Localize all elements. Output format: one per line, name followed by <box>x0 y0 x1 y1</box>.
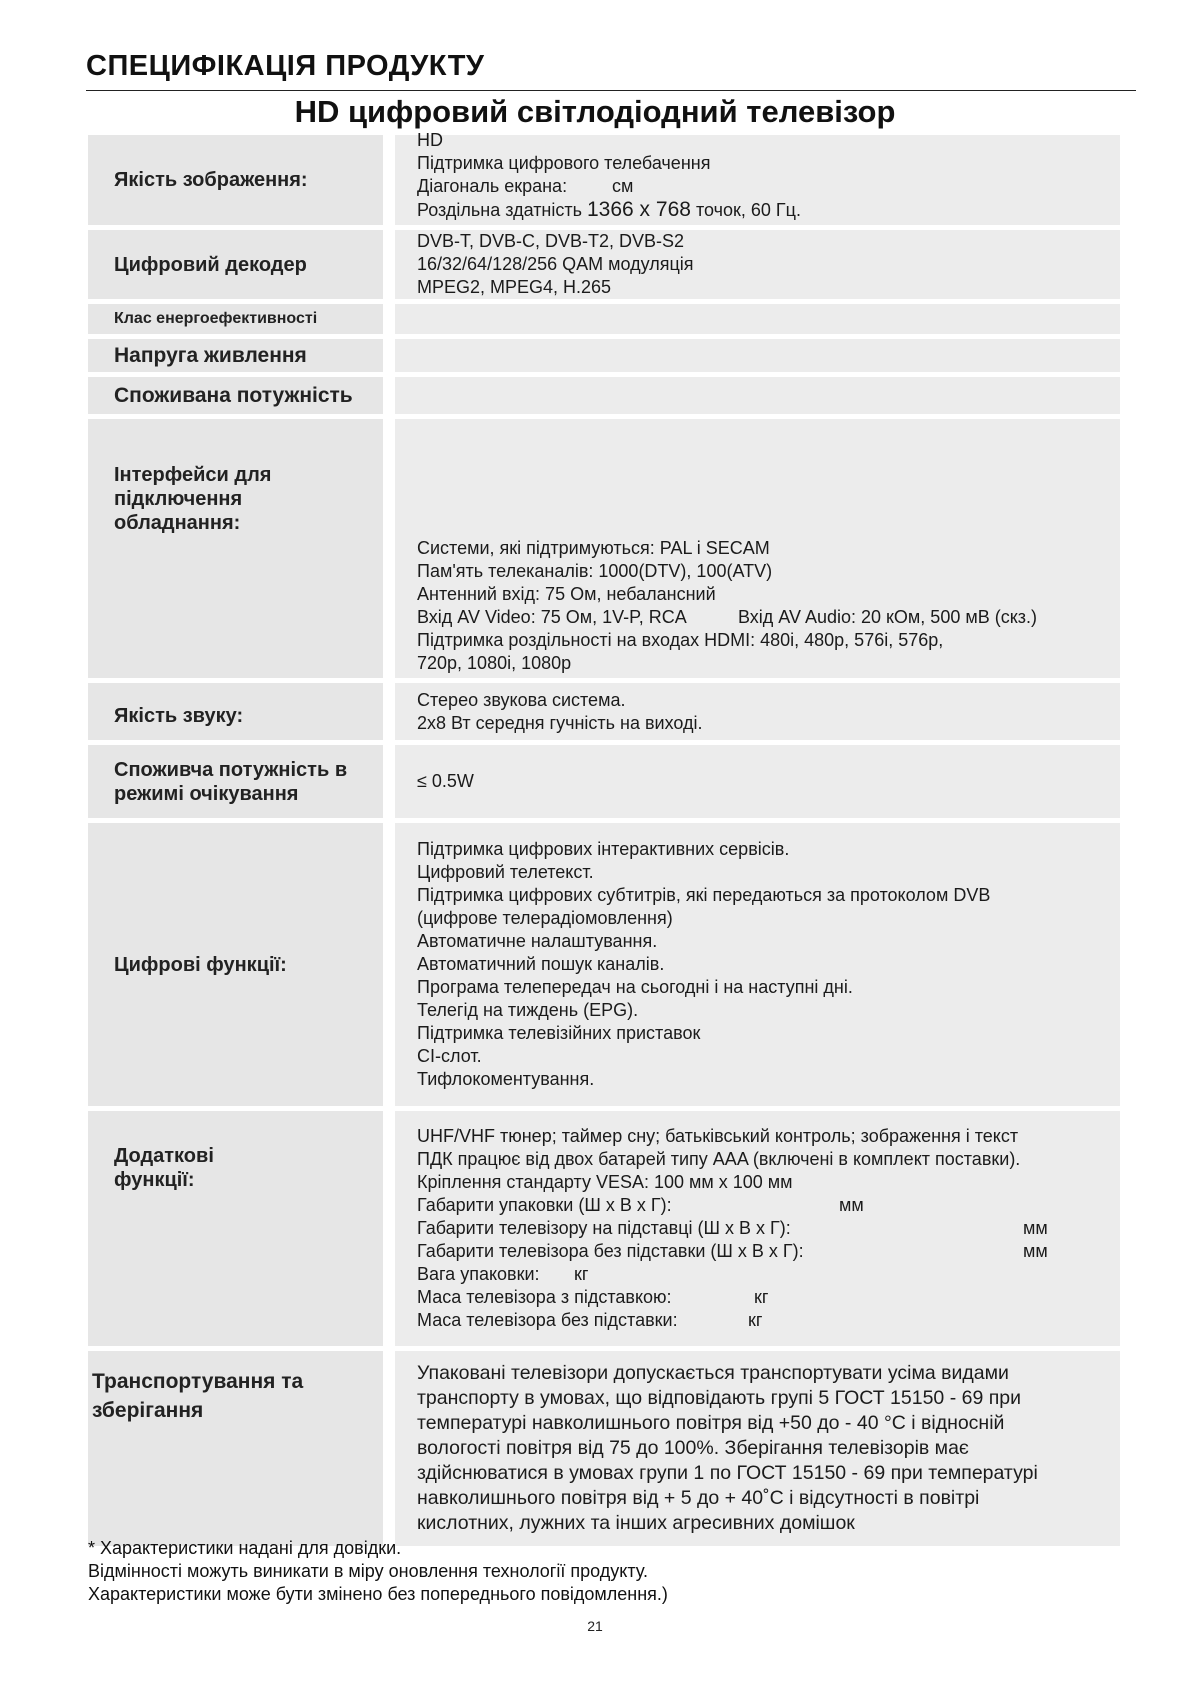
page-number: 21 <box>587 1618 603 1634</box>
spec-line: Підтримка цифрового телебачення <box>417 153 711 173</box>
spec-line: температурі навколишнього повітря від +50 до - 40 °С і відносній <box>417 1412 1005 1434</box>
spec-row-energy-class <box>88 304 1120 334</box>
spec-line: Тифлокоментування. <box>417 1069 595 1089</box>
spec-line: Цифровий телетекст. <box>417 862 594 882</box>
spec-label-line: функції: <box>114 1169 195 1191</box>
spec-value <box>395 745 1120 818</box>
spec-line: Кріплення стандарту VESA: 100 мм x 100 мм <box>417 1172 793 1192</box>
spec-line-measure: Вага упаковки: кг <box>417 1264 589 1284</box>
spec-line: (цифрове телерадіомовлення) <box>417 908 673 928</box>
spec-line-measure: Маса телевізора з підставкою: кг <box>417 1287 769 1307</box>
spec-label: Якість зображення: <box>88 135 383 225</box>
spec-line: Антенний вхід: 75 Ом, небалансний <box>417 584 716 604</box>
spec-row-transport-storage <box>88 1351 1120 1546</box>
spec-line: ПДК працює від двох батарей типу AAA (включені в комплект поставки). <box>417 1149 1021 1169</box>
spec-value <box>395 419 1120 678</box>
spec-line: MPEG2, MPEG4, H.265 <box>417 277 612 297</box>
spec-line-diagonal: Діагональ екрана: см <box>417 176 634 196</box>
spec-line-measure: Габарити упаковки (Ш x В x Г): мм <box>417 1195 864 1215</box>
spec-row-sound-quality <box>88 683 1120 740</box>
spec-value <box>395 377 1120 414</box>
spec-line: Автоматичний пошук каналів. <box>417 954 665 974</box>
spec-value <box>395 823 1120 1106</box>
spec-line: Підтримка роздільності на входах HDMI: 480i, 480p, 576i, 576p, <box>417 630 944 650</box>
spec-label-line: підключення <box>114 488 243 510</box>
spec-label <box>88 419 383 678</box>
spec-value <box>395 304 1120 334</box>
spec-label <box>88 1111 383 1346</box>
footnote-line: Відмінності можуть виникати в міру оновлення технології продукту. <box>88 1561 648 1581</box>
spec-line: Підтримка цифрових субтитрів, які передаються за протоколом DVB <box>417 885 991 905</box>
spec-line: навколишнього повітря від + 5 до + 40˚С і відсутності в повітрі <box>417 1487 980 1509</box>
spec-line: Системи, які підтримуються: PAL і SECAM <box>417 538 770 558</box>
spec-line: Підтримка цифрових інтерактивних сервісів. <box>417 839 790 859</box>
spec-value <box>395 1351 1120 1546</box>
spec-table <box>88 130 1120 1551</box>
spec-line: Стерео звукова система. <box>417 689 626 710</box>
spec-label: Цифровий декодер <box>88 230 383 299</box>
spec-line: Програма телепередач на сьогодні і на наступні дні. <box>417 977 853 997</box>
spec-line: 2x8 Вт середня гучність на виході. <box>417 712 703 733</box>
spec-label-line: зберігання <box>92 1399 204 1422</box>
spec-label: Споживана потужність <box>88 377 383 414</box>
spec-value <box>395 339 1120 372</box>
spec-value <box>395 1111 1120 1346</box>
spec-row-image-quality <box>88 130 1120 225</box>
product-title: HD цифровий світлодіодний телевізор <box>294 94 896 129</box>
spec-line-measure: Габарити телевізора без підставки (Ш x В x Г): мм <box>417 1241 1048 1261</box>
spec-value <box>395 683 1120 740</box>
spec-line: UHF/VHF тюнер; таймер сну; батьківський контроль; зображення і текст <box>417 1126 1019 1146</box>
spec-label: Напруга живлення <box>88 339 383 372</box>
spec-label-line: режимі очікування <box>114 782 299 805</box>
spec-label-line: Транспортування та <box>92 1370 304 1393</box>
page-heading: СПЕЦИФІКАЦІЯ ПРОДУКТУ <box>86 50 485 82</box>
spec-line: CI-слот. <box>417 1046 482 1066</box>
spec-label: Якість звуку: <box>88 683 383 740</box>
spec-line: 16/32/64/128/256 QAM модуляція <box>417 254 694 274</box>
footnote <box>88 1537 668 1606</box>
footnote-line: * Характеристики надані для довідки. <box>88 1538 402 1558</box>
spec-line: Автоматичне налаштування. <box>417 931 658 951</box>
spec-line: Пам'ять телеканалів: 1000(DTV), 100(ATV) <box>417 561 773 581</box>
spec-label-line: Споживча потужність в <box>114 758 348 781</box>
spec-line: кислотних, лужних та інших агресивних домішок <box>417 1512 855 1534</box>
spec-label <box>88 1351 383 1546</box>
spec-line: ≤ 0.5W <box>417 771 474 791</box>
spec-row-additional-functions <box>88 1111 1120 1346</box>
spec-line-av: Вхід AV Video: 75 Ом, 1V-P, RCA Вхід AV Audio: 20 кОм, 500 мВ (скз.) <box>417 607 1038 627</box>
spec-value <box>395 230 1120 299</box>
spec-line: Упаковані телевізори допускається транспортувати усіма видами <box>417 1362 1009 1384</box>
spec-line: HD <box>417 130 443 150</box>
spec-label-line: обладнання: <box>114 512 241 534</box>
spec-line-measure: Габарити телевізору на підставці (Ш x В x Г): мм <box>417 1218 1048 1238</box>
spec-line: Підтримка телевізійних приставок <box>417 1023 701 1043</box>
spec-label: Клас енергоефективності <box>88 304 383 334</box>
spec-line: Телегід на тиждень (EPG). <box>417 1000 639 1020</box>
spec-row-digital-decoder <box>88 230 1120 299</box>
spec-row-interfaces <box>88 419 1120 678</box>
spec-line: 720p, 1080i, 1080p <box>417 653 572 673</box>
spec-label-line: Додаткові <box>114 1145 214 1167</box>
spec-row-supply-voltage <box>88 339 1120 372</box>
spec-row-power-consumption <box>88 377 1120 414</box>
heading-rule <box>86 90 1136 91</box>
spec-label-line: Інтерфейси для <box>114 464 272 486</box>
spec-line-measure: Маса телевізора без підставки: кг <box>417 1310 763 1330</box>
spec-row-standby-power <box>88 745 1120 818</box>
spec-line: здійснюватися в умовах групи 1 по ГОСТ 15150 - 69 при температурі <box>417 1462 1038 1484</box>
spec-value <box>395 130 1120 225</box>
spec-line-resolution: Роздільна здатність 1366 x 768 точок, 60 Гц. <box>417 198 801 221</box>
spec-line: транспорту в умовах, що відповідають групі 5 ГОСТ 15150 - 69 при <box>417 1387 1022 1409</box>
spec-line: вологості повітря від 75 до 100%. Зберігання телевізорів має <box>417 1437 969 1459</box>
spec-label: Цифрові функції: <box>88 823 383 1106</box>
spec-row-digital-functions <box>88 823 1120 1106</box>
footnote-line: Характеристики може бути змінено без попереднього повідомлення.) <box>88 1584 668 1604</box>
spec-line: DVB-T, DVB-C, DVB-T2, DVB-S2 <box>417 231 685 251</box>
spec-label <box>88 745 383 818</box>
